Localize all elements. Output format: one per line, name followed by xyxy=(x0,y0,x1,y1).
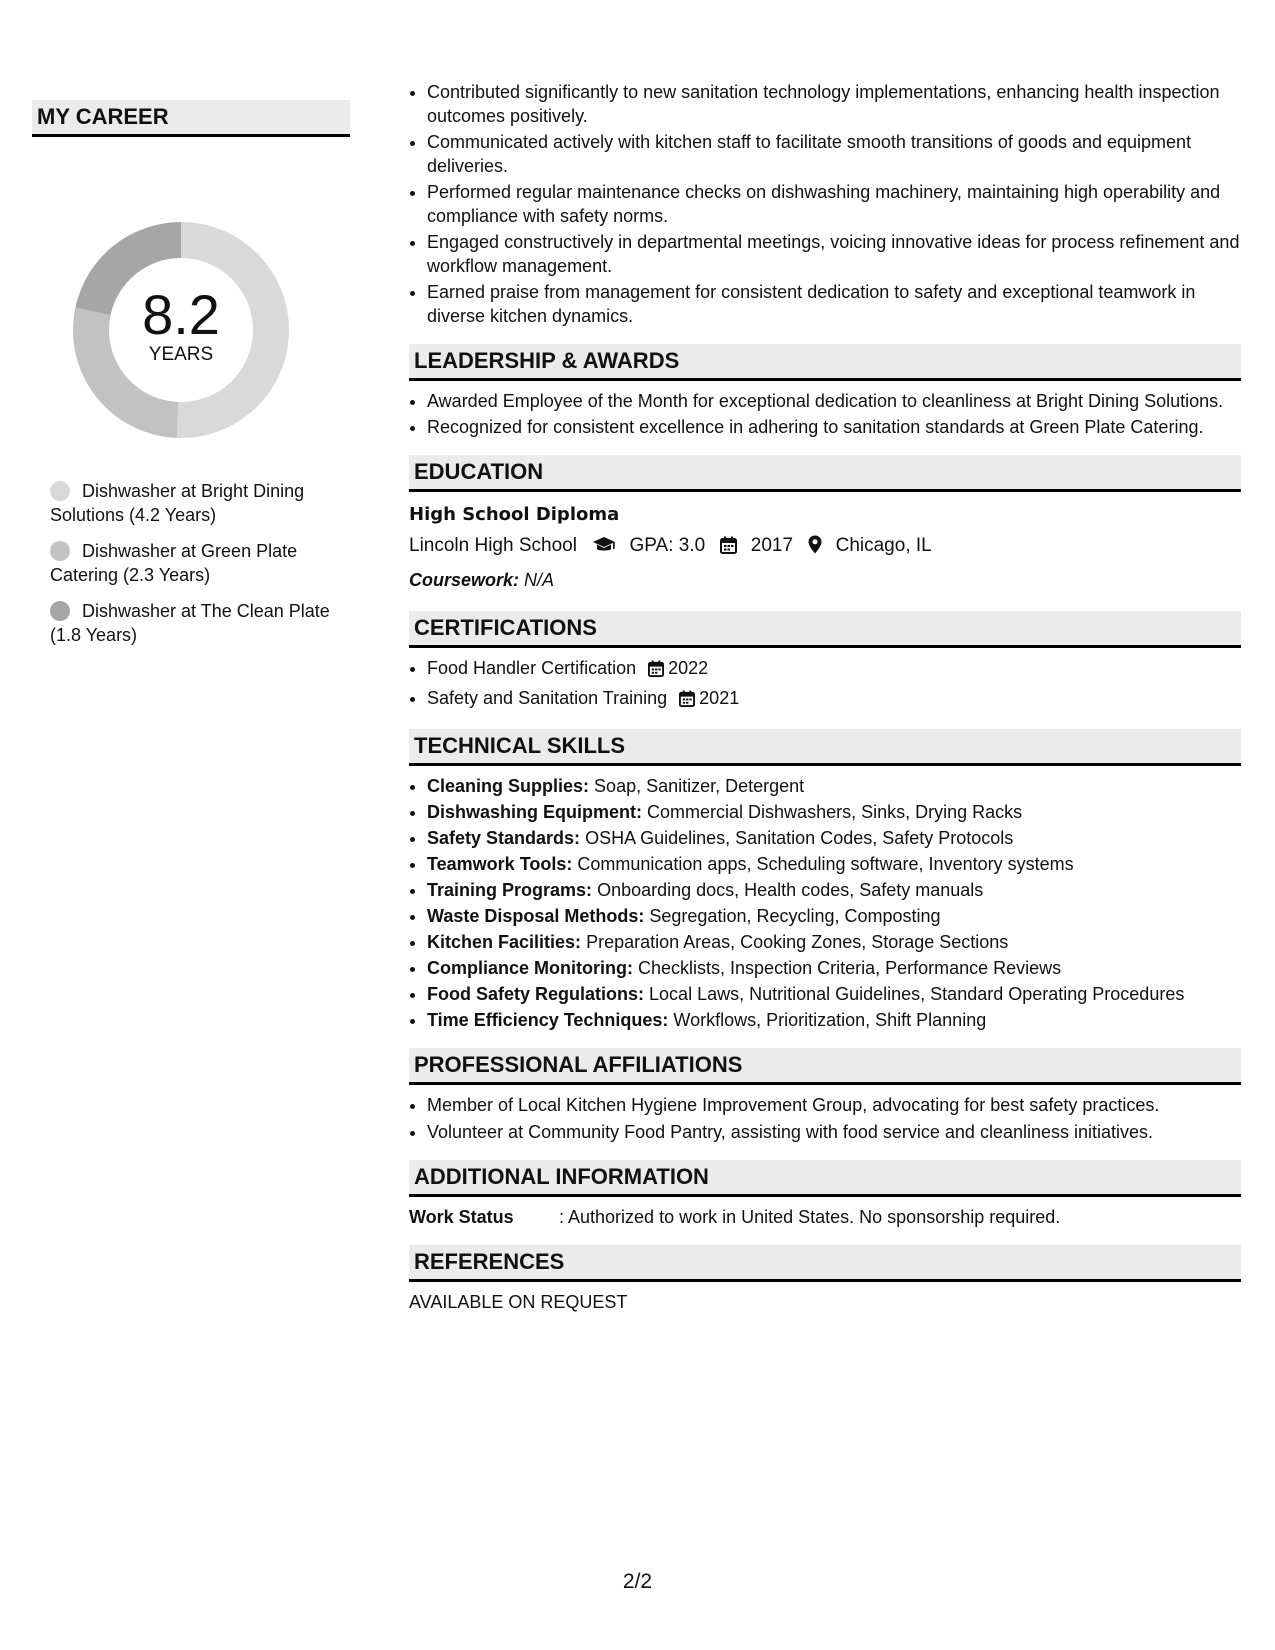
coursework-value: N/A xyxy=(524,570,555,590)
skill-value: Local Laws, Nutritional Guidelines, Standard Operating Procedures xyxy=(649,984,1185,1004)
affiliations-section xyxy=(409,1048,1241,1144)
education-location: Chicago, IL xyxy=(835,535,932,556)
experience-bullet: • Engaged constructively in departmental meetings, voicing innovative ideas for process refinement and workflow management. xyxy=(427,230,1241,278)
education-section xyxy=(409,455,1241,595)
legend-item xyxy=(50,539,350,587)
skill-label: Waste Disposal Methods: xyxy=(427,906,645,926)
skill-value: Onboarding docs, Health codes, Safety manuals xyxy=(597,880,984,900)
legend-label: Dishwasher at The Clean Plate (1.8 Years) xyxy=(50,601,330,645)
skill-item xyxy=(427,878,1241,902)
education-degree: High School Diploma xyxy=(409,504,620,525)
certifications-list xyxy=(409,656,1241,713)
skill-label: Cleaning Supplies: xyxy=(427,776,590,796)
leadership-item: • Recognized for consistent excellence in adhering to sanitation standards at Green Plate Catering. xyxy=(427,415,1241,439)
legend-label: Dishwasher at Green Plate Catering (2.3 Years) xyxy=(50,541,298,585)
skill-label: Safety Standards: xyxy=(427,828,581,848)
skill-value: Checklists, Inspection Criteria, Performance Reviews xyxy=(638,958,1062,978)
legend-item xyxy=(50,599,350,647)
affiliations-list xyxy=(409,1093,1241,1144)
references-title: REFERENCES xyxy=(409,1245,1241,1282)
experience-bullet: • Earned praise from management for consistent dedication to safety and exceptional teamwork in diverse kitchen dynamics. xyxy=(427,280,1241,328)
skill-label: Training Programs: xyxy=(427,880,593,900)
skill-value: Soap, Sanitizer, Detergent xyxy=(594,776,805,796)
total-years-unit: YEARS xyxy=(148,344,214,365)
skill-label: Compliance Monitoring: xyxy=(427,958,633,978)
work-status-value: : Authorized to work in United States. No sponsorship required. xyxy=(559,1207,1061,1227)
leadership-title: LEADERSHIP & AWARDS xyxy=(409,344,1241,381)
certifications-section xyxy=(409,611,1241,713)
location-pin-icon xyxy=(808,533,822,565)
certification-year: 2022 xyxy=(668,658,709,678)
skills-list xyxy=(409,774,1241,1032)
career-title: MY CAREER xyxy=(32,100,350,137)
skill-value: Workflows, Prioritization, Shift Planning xyxy=(673,1010,987,1030)
skill-label: Kitchen Facilities: xyxy=(427,932,582,952)
skill-label: Dishwashing Equipment: xyxy=(427,802,643,822)
legend-dot-icon xyxy=(50,601,70,621)
page-number: 2/2 xyxy=(622,1570,653,1593)
skill-value: Segregation, Recycling, Composting xyxy=(649,906,941,926)
work-status-key: Work Status xyxy=(409,1207,514,1227)
experience-bullet: • Performed regular maintenance checks on dishwashing machinery, maintaining high operability and compliance with safety norms. xyxy=(427,180,1241,228)
additional-section xyxy=(409,1160,1241,1229)
career-donut xyxy=(66,215,296,445)
certification-year: 2021 xyxy=(699,688,740,708)
skill-value: Commercial Dishwashers, Sinks, Drying Racks xyxy=(647,802,1023,822)
calendar-icon xyxy=(648,659,664,683)
graduation-cap-icon xyxy=(592,533,616,565)
donut-center xyxy=(66,215,296,367)
skill-label: Teamwork Tools: xyxy=(427,854,573,874)
affiliation-item: • Member of Local Kitchen Hygiene Improvement Group, advocating for best safety practices. xyxy=(427,1093,1241,1117)
certification-item xyxy=(427,656,1241,683)
education-details xyxy=(409,530,1241,565)
skills-title: TECHNICAL SKILLS xyxy=(409,729,1241,766)
legend-dot-icon xyxy=(50,541,70,561)
coursework-label: Coursework: xyxy=(409,570,520,590)
experience-list xyxy=(409,80,1241,328)
experience-bullet: • Contributed significantly to new sanitation technology implementations, enhancing health inspection outcomes positively. xyxy=(427,80,1241,128)
career-legend xyxy=(50,479,350,647)
skill-label: Food Safety Regulations: xyxy=(427,984,645,1004)
education-school: Lincoln High School xyxy=(409,535,577,556)
skill-label: Time Efficiency Techniques: xyxy=(427,1010,669,1030)
skill-item xyxy=(427,904,1241,928)
leadership-section xyxy=(409,344,1241,439)
certification-item xyxy=(427,686,1241,713)
total-years: 8.2 xyxy=(142,283,220,346)
coursework xyxy=(409,565,1241,595)
legend-dot-icon xyxy=(50,481,70,501)
certification-name: Food Handler Certification xyxy=(427,658,637,678)
skill-value: OSHA Guidelines, Sanitation Codes, Safety Protocols xyxy=(585,828,1014,848)
skills-section xyxy=(409,729,1241,1032)
education-gpa: GPA: 3.0 xyxy=(629,535,706,556)
certification-name: Safety and Sanitation Training xyxy=(427,688,668,708)
calendar-icon xyxy=(720,533,737,565)
legend-label: Dishwasher at Bright Dining Solutions (4.2 Years) xyxy=(50,481,305,525)
skill-value: Communication apps, Scheduling software, Inventory systems xyxy=(577,854,1074,874)
main-content xyxy=(409,80,1241,1314)
skill-item xyxy=(427,930,1241,954)
skill-item xyxy=(427,826,1241,850)
experience-bullet: • Communicated actively with kitchen staff to facilitate smooth transitions of goods and equipment deliveries. xyxy=(427,130,1241,178)
skill-item xyxy=(427,956,1241,980)
skill-item xyxy=(427,852,1241,876)
skill-item xyxy=(427,774,1241,798)
certifications-title: CERTIFICATIONS xyxy=(409,611,1241,648)
education-title: EDUCATION xyxy=(409,455,1241,492)
education-year: 2017 xyxy=(750,535,794,556)
work-status-row xyxy=(409,1205,1241,1229)
career-sidebar xyxy=(32,100,350,659)
skill-item xyxy=(427,982,1241,1006)
additional-title: ADDITIONAL INFORMATION xyxy=(409,1160,1241,1197)
affiliation-item: • Volunteer at Community Food Pantry, assisting with food service and cleanliness initiatives. xyxy=(427,1120,1241,1144)
calendar-icon xyxy=(679,689,695,713)
references-text: AVAILABLE ON REQUEST xyxy=(409,1292,628,1312)
references-section xyxy=(409,1245,1241,1314)
skill-value: Preparation Areas, Cooking Zones, Storage Sections xyxy=(586,932,1009,952)
leadership-list xyxy=(409,389,1241,439)
affiliations-title: PROFESSIONAL AFFILIATIONS xyxy=(409,1048,1241,1085)
skill-item xyxy=(427,1008,1241,1032)
skill-item xyxy=(427,800,1241,824)
leadership-item: • Awarded Employee of the Month for exceptional dedication to cleanliness at Bright Dining Solutions. xyxy=(427,389,1241,413)
legend-item xyxy=(50,479,350,527)
